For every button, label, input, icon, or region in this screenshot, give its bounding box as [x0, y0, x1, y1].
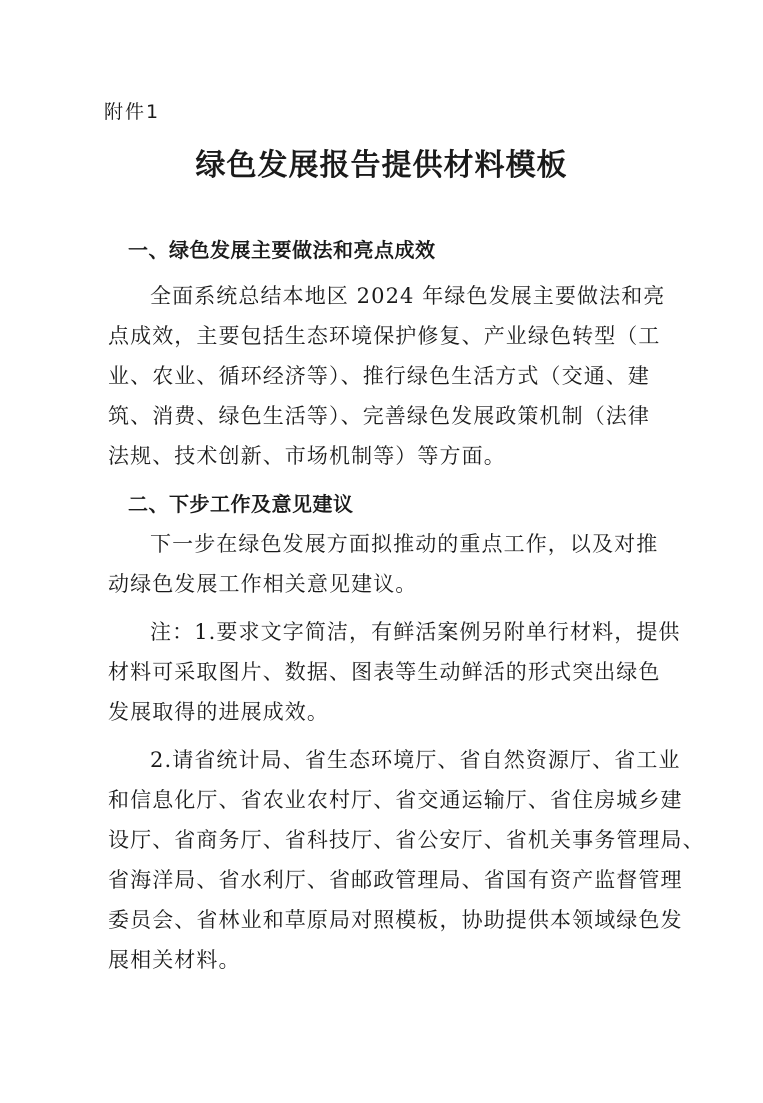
body-line: 全面系统总结本地区 2024 年绿色发展主要做法和亮 [150, 284, 666, 308]
note-line: 材料可采取图片、数据、图表等生动鲜活的形式突出绿色 [108, 660, 661, 684]
note-line: 和信息化厅、省农业农村厅、省交通运输厅、省住房城乡建 [108, 788, 683, 812]
note-line: 展相关材料。 [108, 948, 241, 972]
body-line: 动绿色发展工作相关意见建议。 [108, 572, 418, 596]
body-line: 点成效，主要包括生态环境保护修复、产业绿色转型（工 [108, 324, 661, 348]
note-line: 注：1.要求文字简洁，有鲜活案例另附单行材料，提供 [150, 620, 681, 644]
note-line: 省海洋局、省水利厅、省邮政管理局、省国有资产监督管理 [108, 868, 683, 892]
document-title: 绿色发展报告提供材料模板 [195, 148, 568, 183]
note-line: 2.请省统计局、省生态环境厅、省自然资源厅、省工业 [150, 748, 681, 772]
body-line: 筑、消费、绿色生活等）、完善绿色发展政策机制（法律 [108, 404, 650, 428]
body-line: 下一步在绿色发展方面拟推动的重点工作，以及对推 [150, 532, 659, 556]
note-line: 发展取得的进展成效。 [108, 700, 329, 724]
section-heading: 一、绿色发展主要做法和亮点成效 [128, 238, 436, 262]
section-heading: 二、下步工作及意见建议 [128, 492, 354, 516]
body-line: 业、农业、循环经济等）、推行绿色生活方式（交通、建 [108, 364, 650, 388]
body-line: 法规、技术创新、市场机制等）等方面。 [108, 444, 506, 468]
note-line: 设厅、省商务厅、省科技厅、省公安厅、省机关事务管理局、 [108, 828, 705, 852]
annex-label: 附件1 [104, 101, 161, 123]
note-line: 委员会、省林业和草原局对照模板，协助提供本领域绿色发 [108, 908, 683, 932]
